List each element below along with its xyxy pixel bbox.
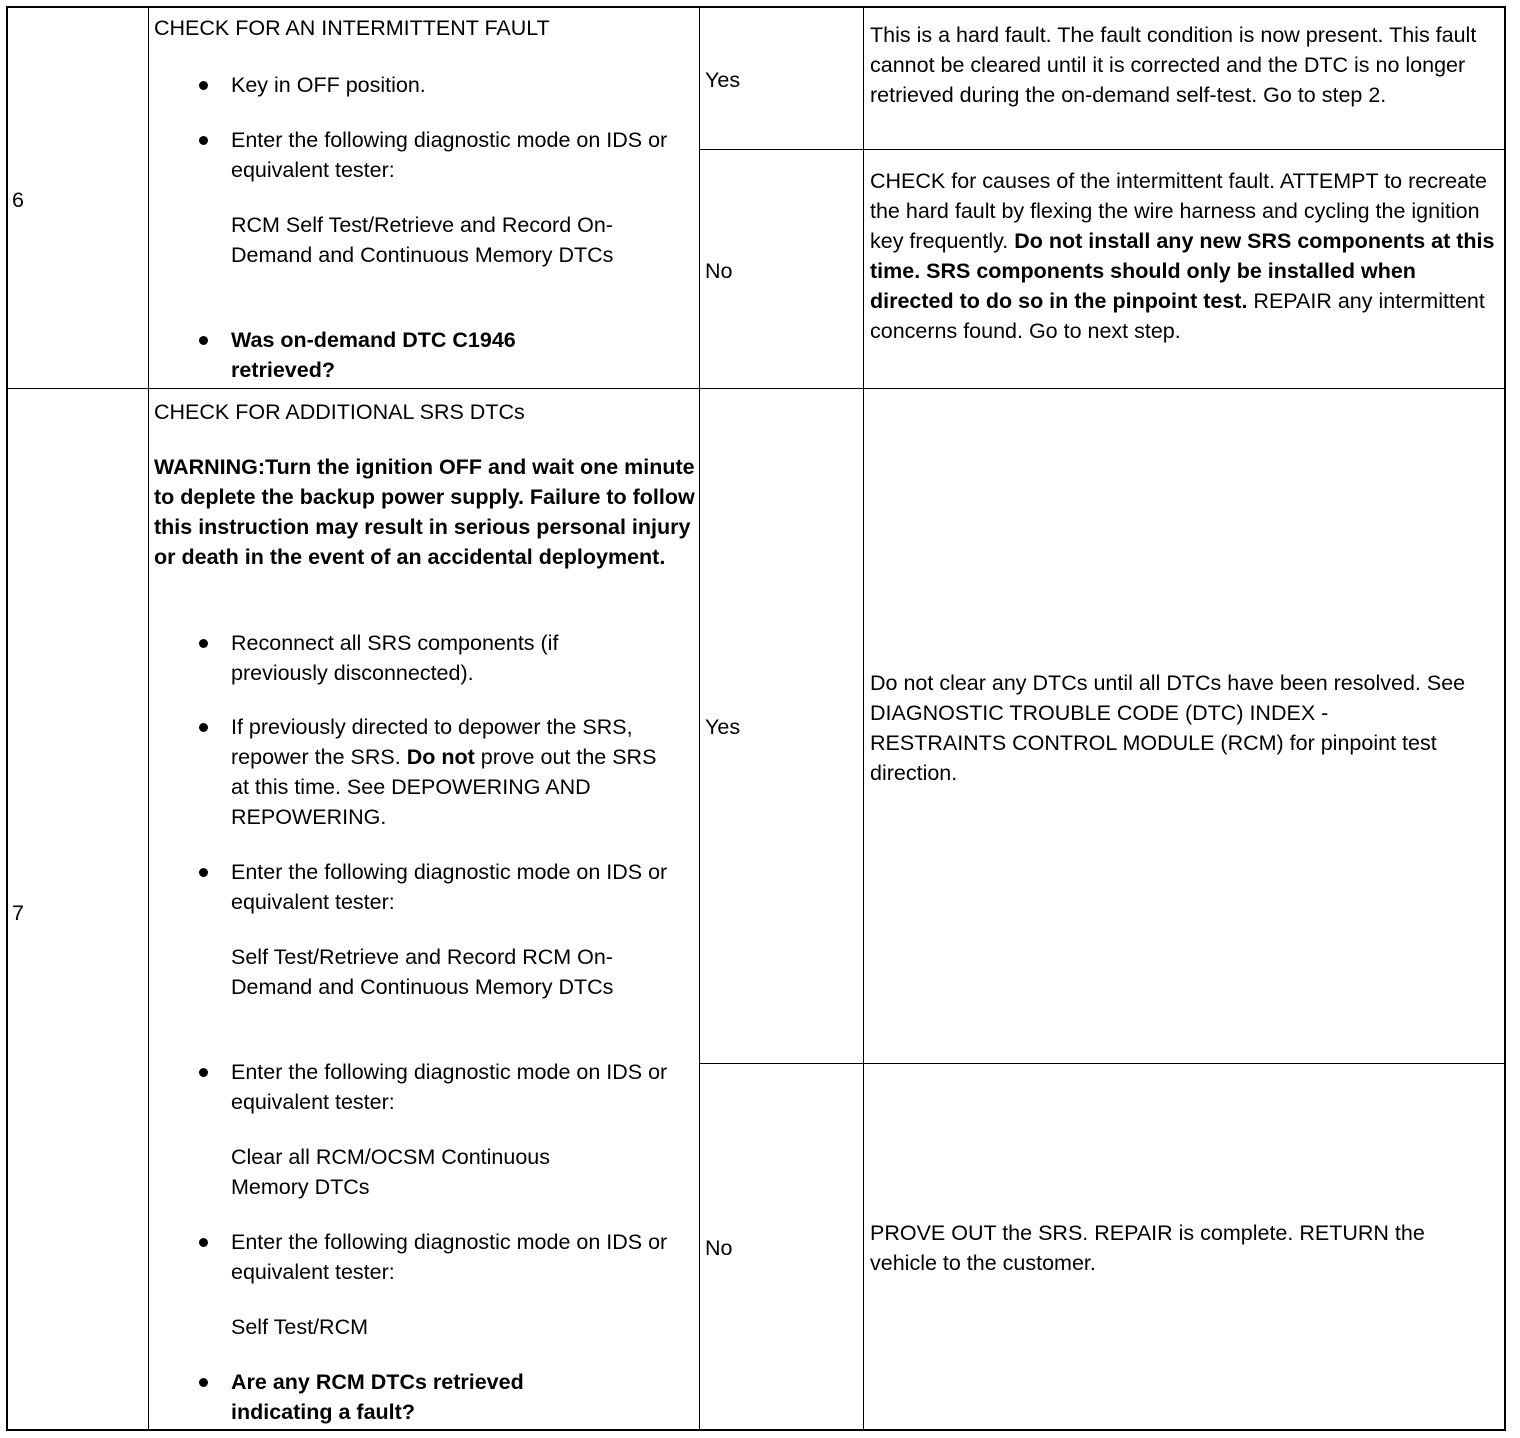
step-instruction: Enter the following diagnostic mode on IDS or equivalent tester: [231,860,668,914]
bullet-icon [199,1068,208,1077]
instruction-text: prove out the SRS at this time. See DEPOWERING AND REPOWERING. [231,745,657,829]
tester-mode: RCM Self Test/Retrieve and Record On-Demand and Continuous Memory DTCs [231,213,614,267]
no-result-text: REPAIR any intermittent concerns found. Go to next step. [870,289,1485,343]
yes-label: Yes [705,68,741,92]
step-instruction: Key in OFF position. [231,73,426,97]
no-label: No [705,259,733,283]
step-instruction: Reconnect all SRS components (if previously disconnected). [231,631,559,685]
instruction-text: If previously directed to depower the SRS, repower the SRS. [231,715,633,769]
column-divider [699,8,700,1429]
tester-mode: Clear all RCM/OCSM Continuous Memory DTCs [231,1145,551,1199]
step-instruction: Enter the following diagnostic mode on IDS or equivalent tester: [231,1230,668,1284]
row-divider [699,149,1504,150]
step-question: Was on-demand DTC C1946 retrieved? [231,328,516,382]
tester-mode: Self Test/RCM [231,1315,368,1339]
step-instruction: Enter the following diagnostic mode on IDS or equivalent tester: [231,128,668,182]
step-number: 7 [12,901,24,925]
no-label: No [705,1236,733,1260]
diagnostic-table [6,6,1506,1431]
no-result: PROVE OUT the SRS. REPAIR is complete. RETURN the vehicle to the customer. [870,1221,1425,1275]
bullet-icon [199,1378,208,1387]
yes-label: Yes [705,715,741,739]
bullet-icon [199,868,208,877]
bullet-icon [199,336,208,345]
no-result-text: CHECK for causes of the intermittent fault. ATTEMPT to recreate the hard fault by flexing the wire harness and cycling the ignition key frequently. [870,169,1487,253]
row-divider [699,1063,1504,1064]
tester-mode: Self Test/Retrieve and Record RCM On-Demand and Continuous Memory DTCs [231,945,614,999]
step-instruction [231,712,671,832]
column-divider [863,8,864,1429]
no-result-bold: Do not install any new SRS components at this time. SRS components should only be installed when directed to do so in the pinpoint test. [870,229,1495,313]
step-number: 6 [12,188,24,212]
no-result [870,166,1500,346]
step-title: CHECK FOR AN INTERMITTENT FAULT [154,16,550,40]
step-question: Are any RCM DTCs retrieved indicating a fault? [231,1370,524,1424]
step-instruction: Enter the following diagnostic mode on IDS or equivalent tester: [231,1060,668,1114]
column-divider [148,8,149,1429]
yes-result: Do not clear any DTCs until all DTCs have been resolved. See DIAGNOSTIC TROUBLE CODE (DTC) INDEX - RESTRAINTS CONTROL MODULE (RCM) for pinpoint test direction. [870,671,1466,785]
row-divider [8,388,1504,389]
yes-result: This is a hard fault. The fault condition is now present. This fault cannot be cleared until it is corrected and the DTC is no longer retrieved during the on-demand self-test. Go to step 2. [870,23,1477,107]
warning-text: WARNING:Turn the ignition OFF and wait one minute to deplete the backup power supply. Failure to follow this instruction may result in serious personal injury or death in the event of an accidental deployment. [154,455,695,569]
step-title: CHECK FOR ADDITIONAL SRS DTCs [154,400,525,424]
bullet-icon [199,639,208,648]
bullet-icon [199,723,208,732]
instruction-bold: Do not [406,745,475,769]
bullet-icon [199,81,208,90]
bullet-icon [199,136,208,145]
bullet-icon [199,1238,208,1247]
